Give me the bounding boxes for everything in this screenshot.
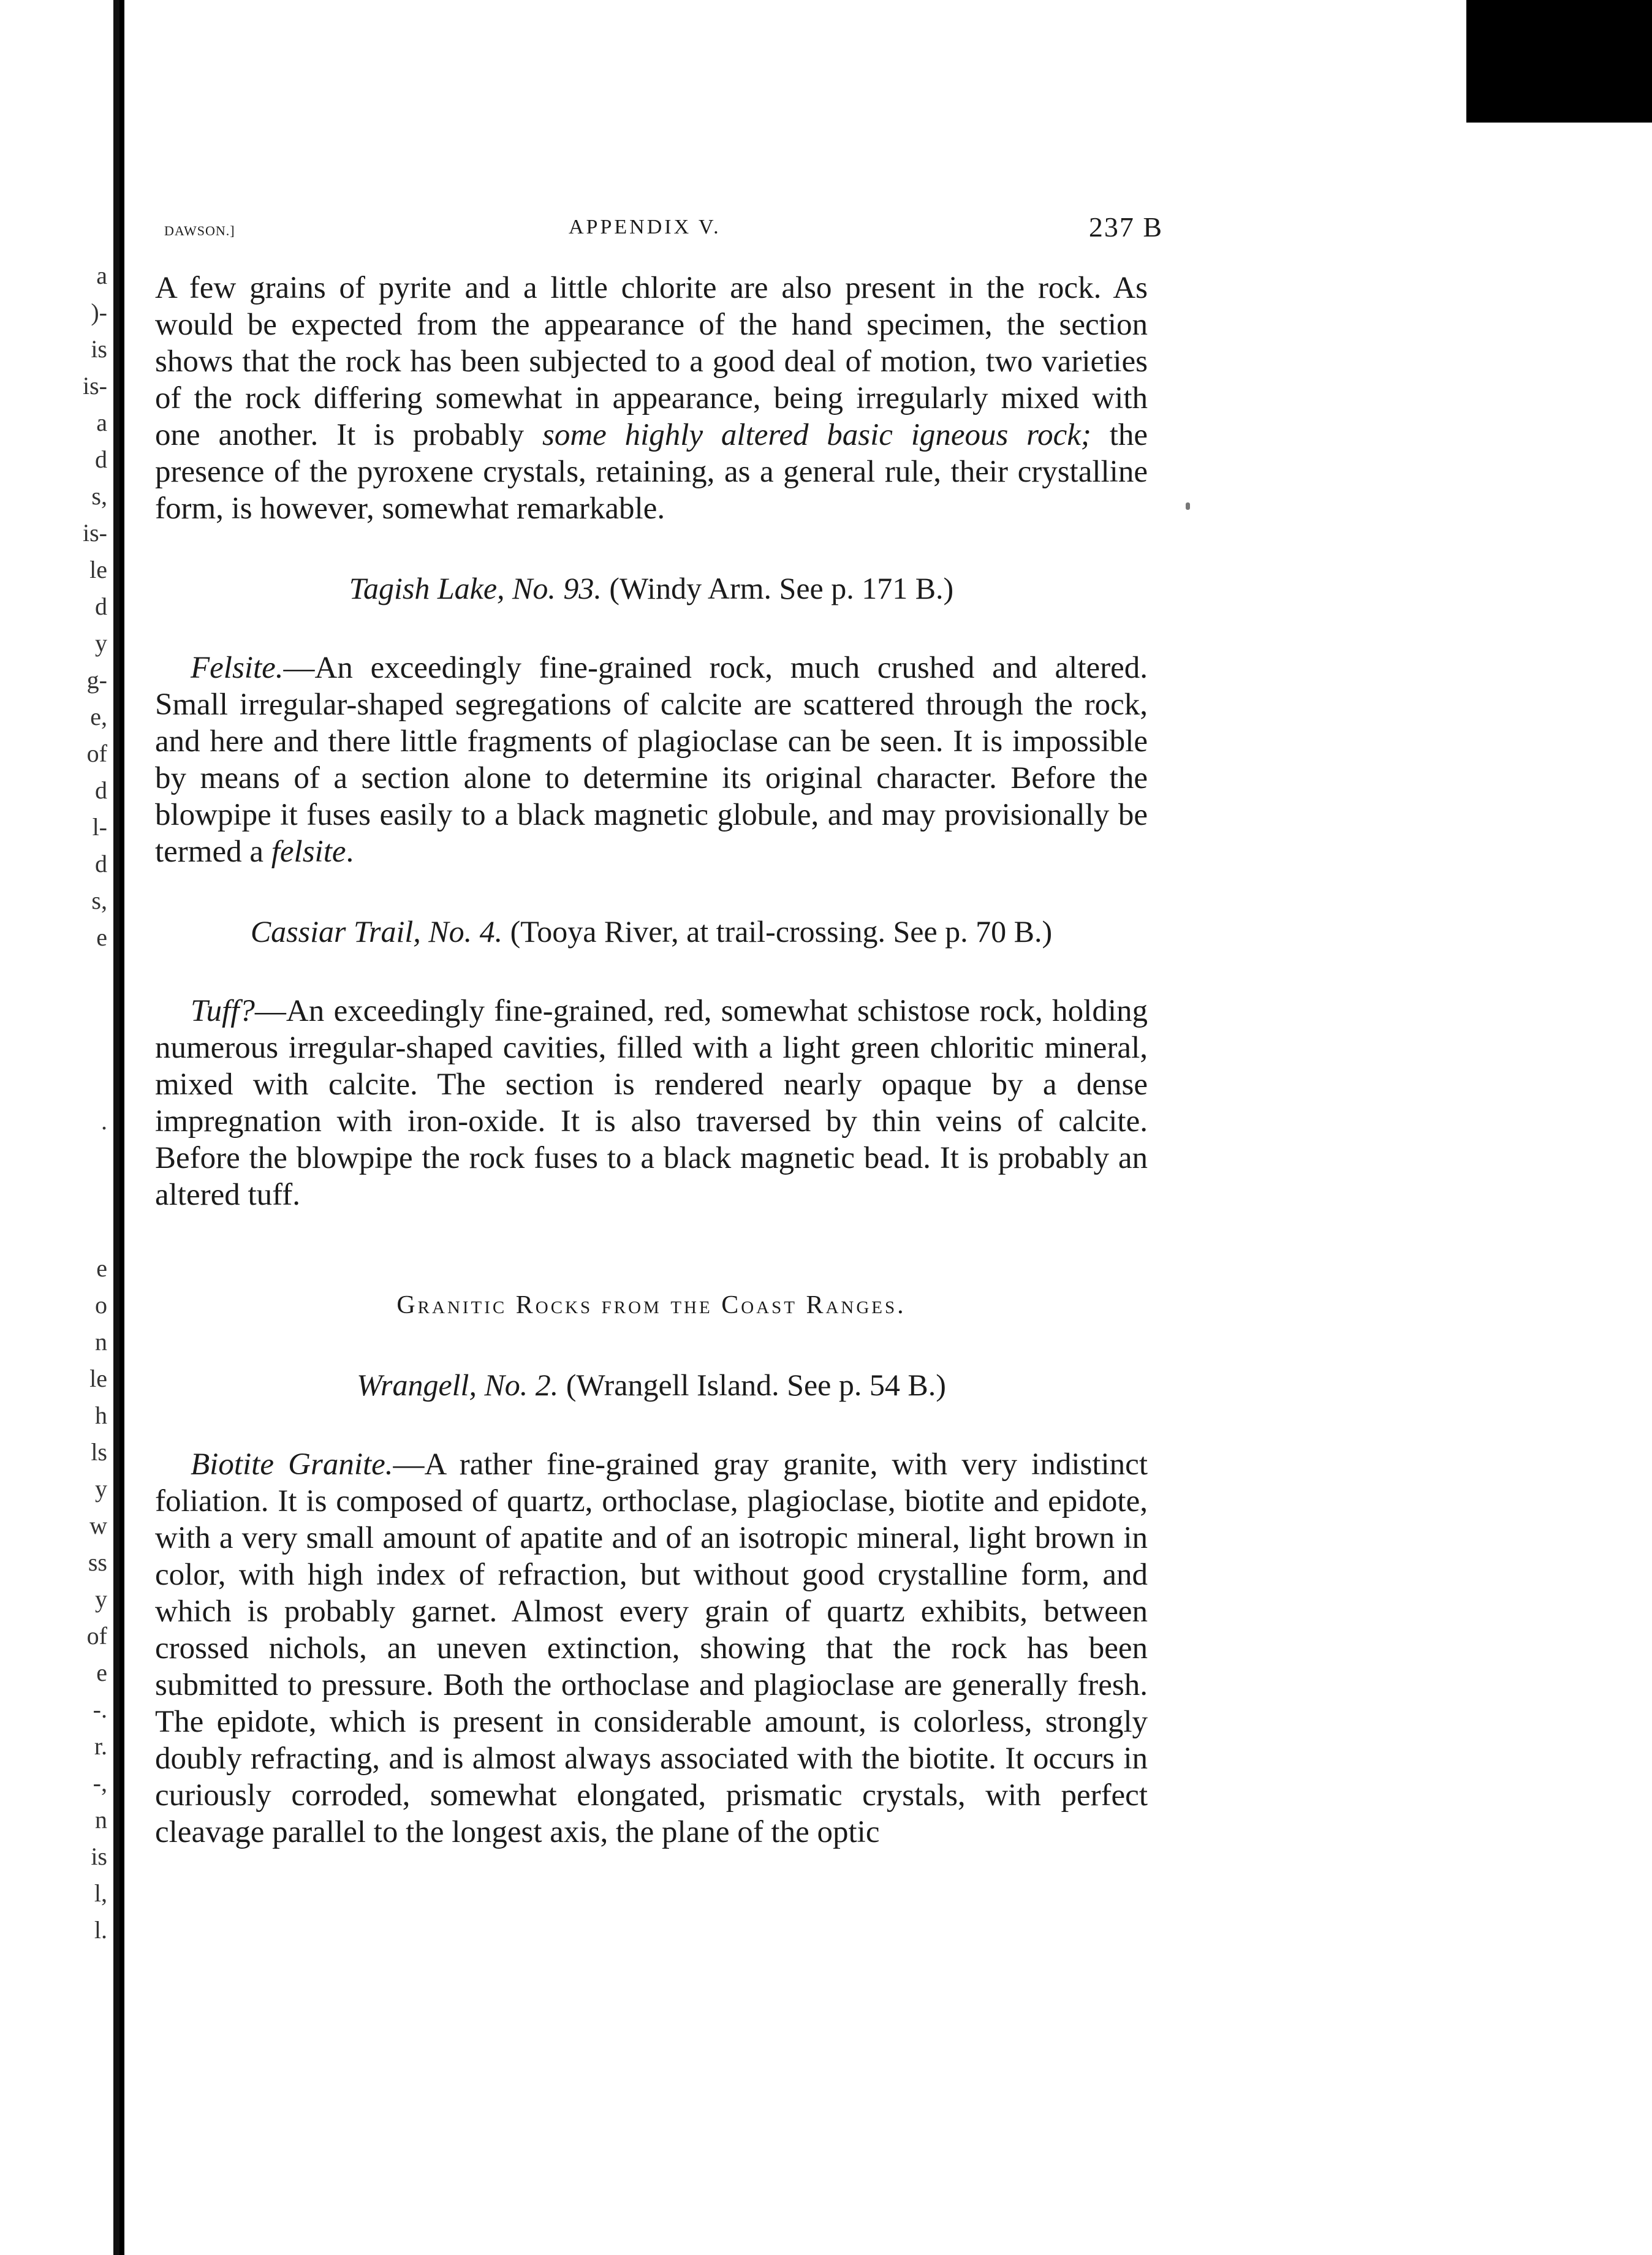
header-author: DAWSON.] bbox=[164, 223, 235, 238]
rock-type-label: Felsite. bbox=[191, 651, 284, 685]
italic-phrase: some highly altered basic igneous rock; bbox=[542, 418, 1091, 452]
ink-speck bbox=[1186, 502, 1190, 510]
specimen-description: Felsite.—An exceedingly fine-grained rock, much crushed and altered. Small irregular-shaped segregations of calcite are scattered through the rock, and here and there little fragments of plagioclase can be seen. It is impossible by means of a section alone to determine its original character. Before the blowpipe it fuses easily to a black magnetic globule, and may provisionally be termed a felsite. bbox=[155, 651, 1148, 869]
section-heading: Granitic Rocks from the Coast Ranges. bbox=[396, 1291, 906, 1319]
specimen-heading: Cassiar Trail, No. 4. (Tooya River, at trail-crossing. See p. 70 B.) bbox=[250, 914, 1053, 949]
specimen-description: Tuff?—An exceedingly fine-grained, red, somewhat schistose rock, holding numerous irregular-shaped cavities, filled with a light green chloritic mineral, mixed with calcite. The section is rendered nearly opaque by a dense impregnation with iron-oxide. It is also traversed by thin veins of calcite. Before the blowpipe the rock fuses to a black magnetic bead. It is probably an altered tuff. bbox=[155, 994, 1148, 1212]
page-edge-right bbox=[1466, 123, 1652, 2255]
book-gutter bbox=[119, 0, 124, 2255]
header-title: APPENDIX V. bbox=[569, 216, 721, 238]
facing-page-fragments: a )- is is- a d s, is- le d y g- e, of d l- d s, e . e o n le h ls y w ss y of e -. r. -, n is l, l. bbox=[83, 262, 107, 1944]
page-body bbox=[155, 270, 1148, 1851]
rock-type-label: Biotite Granite. bbox=[191, 1447, 393, 1482]
specimen-heading: Wrangell, No. 2. (Wrangell Island. See p. 54 B.) bbox=[357, 1368, 946, 1402]
paragraph-continuation: A few grains of pyrite and a little chlorite are also present in the rock. As would be expected from the appearance of the hand specimen, the section shows that the rock has been subjected to a good deal of motion, two varieties of the rock differing somewhat in appearance, being irregularly mixed with one another. It is probably some highly altered basic igneous rock; the presence of the pyroxene crystals, retaining, as a general rule, their crystalline form, is however, somewhat remarkable. bbox=[155, 271, 1148, 526]
page-number: 237 B bbox=[1088, 211, 1163, 243]
facing-page-edge bbox=[0, 0, 119, 2255]
specimen-description: Biotite Granite.—A rather fine-grained gray granite, with very indistinct foliation. It is composed of quartz, orthoclase, plagioclase, biotite and epidote, with a very small amount of apatite and of an isotropic mineral, light brown in color, with high index of refraction, but without good crystalline form, and which is probably garnet. Almost every grain of quartz exhibits, between crossed nichols, an uneven extinction, showing that the rock has been submitted to pressure. Both the orthoclase and plagioclase are generally fresh. The epidote, which is present in considerable amount, is colorless, strongly doubly refracting, and is almost always associated with the biotite. It occurs in curiously corroded, somewhat elongated, prismatic crystals, with perfect cleavage parallel to the longest axis, the plane of the optic bbox=[155, 1447, 1148, 1849]
specimen-heading: Tagish Lake, No. 93. (Windy Arm. See p. 171 B.) bbox=[349, 571, 954, 605]
running-header bbox=[164, 211, 1163, 252]
rock-type-label: Tuff? bbox=[191, 994, 255, 1028]
